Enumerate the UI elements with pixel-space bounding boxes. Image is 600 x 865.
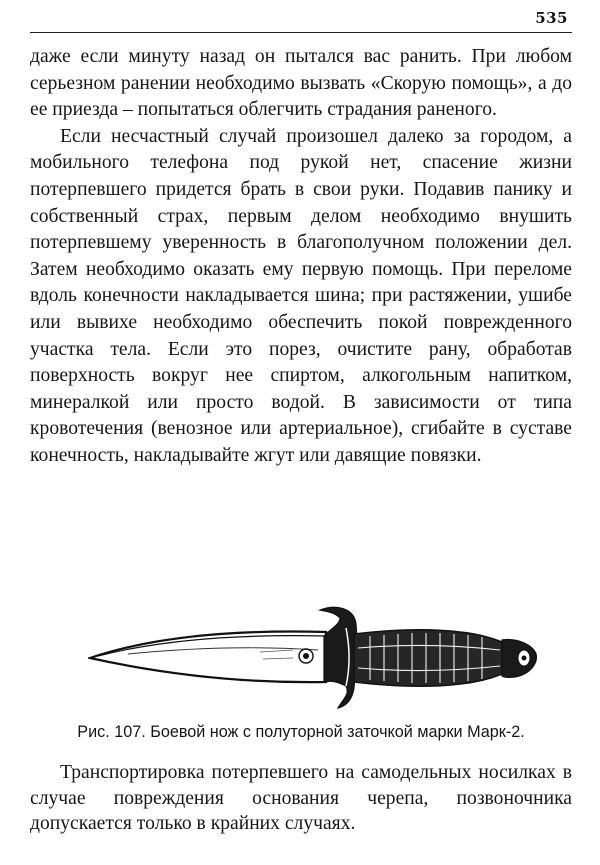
body-text-bottom [30, 760, 572, 837]
paragraph: Если несчастный случай произошел далеко за городом, а мобильного телефона под рукой нет, спасение жизни потерпевшего придется брать в свои руки. Подавив панику и собственный страх, первым делом необходимо внушить потерпевшему уверенность в благополучном положении дел. Затем необходимо оказать ему первую помощь. При переломе вдоль конечности накладывается шина; при растяжении, ушибе или вывихе необходимо обеспечить покой поврежденного участка тела. Если это порез, очистите рану, обработав поверхность вокруг нее спиртом, алкогольным напитком, минералкой или просто водой. В зависимости от типа кровотечения (венозное или артериальное), сгибайте в суставе конечность, накладывайте жгут или давящие повязки. [30, 125, 572, 466]
page-number: 535 [535, 9, 568, 27]
knife-illustration [88, 598, 538, 710]
header-rule [30, 32, 572, 33]
figure-caption: Рис. 107. Боевой нож с полуторной заточкой марки Марк-2. [77, 723, 525, 741]
paragraph: даже если минуту назад он пытался вас ранить. При любом серьезном ранении необходимо вызвать «Скорую помощь», а до ее приезда – попытаться облегчить страдания раненого. [30, 46, 572, 121]
paragraph: Транспортировка потерпевшего на самодельных носилках в случае повреждения основания черепа, позвоночника допускается только в крайних случаях. [30, 762, 572, 834]
body-text-top [30, 44, 572, 470]
